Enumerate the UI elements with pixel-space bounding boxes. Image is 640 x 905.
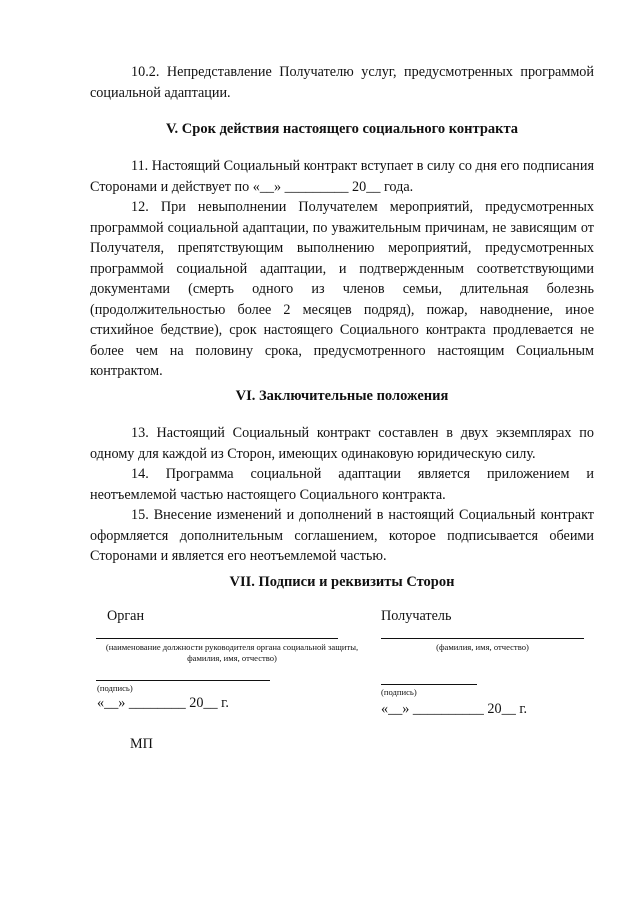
clause-12-text: 12. При невыполнении Получателем мероприятий, предусмотренных программой социальной адаптации, по уважительным причинам, не зависящим от Получателя, препятствующим выполнению мероприятий, предусмотренных программой социальной адаптации, и подтвержденным соответствующими документами (смерть одного из членов семьи, длительная болезнь (продолжительностью более 2 месяцев подряд), пожар, наводнение, иное стихийное бедствие), срок настоящего Социального контракта продлевается не более чем на половину срока, предусмотренного настоящим Социальным контрактом. — [90, 199, 594, 379]
recipient-signature-caption: (подпись) — [381, 687, 417, 697]
recipient-label: Получатель — [381, 608, 452, 624]
section-5-heading: V. Срок действия настоящего социального контракта — [165, 121, 519, 137]
clause-11-text: 11. Настоящий Социальный контракт вступает в силу со дня его подписания Сторонами и действует по «__» _________ 20__ года. — [90, 158, 594, 195]
clause-15-text: 15. Внесение изменений и дополнений в настоящий Социальный контракт оформляется дополнительным соглашением, которое подписывается обеими Сторонами и является его неотъемлемой частью. — [90, 507, 594, 564]
clause-10-2 — [90, 62, 594, 103]
organ-name-caption: (наименование должности руководителя органа социальной защиты, фамилия, имя, отчество) — [105, 642, 359, 663]
organ-signature-caption: (подпись) — [97, 683, 133, 693]
clause-14-text: 14. Программа социальной адаптации является приложением и неотъемлемой частью настоящего Социального контракта. — [90, 466, 594, 503]
organ-label: Орган — [107, 608, 145, 624]
recipient-name-line — [381, 638, 584, 639]
recipient-date: «__» __________ 20__ г. — [381, 701, 528, 717]
stamp-placeholder: МП — [130, 736, 153, 752]
clause-10-2-text: 10.2. Непредставление Получателю услуг, предусмотренных программой социальной адаптации. — [90, 64, 594, 101]
organ-date: «__» ________ 20__ г. — [97, 695, 229, 711]
organ-signature-line — [96, 680, 270, 681]
section-7-heading: VII. Подписи и реквизиты Сторон — [229, 574, 455, 590]
organ-name-line — [96, 638, 338, 639]
recipient-signature-line — [381, 684, 477, 685]
section-6-body — [90, 423, 594, 567]
section-5-body — [90, 156, 594, 382]
recipient-name-caption: (фамилия, имя, отчество) — [436, 642, 529, 652]
section-6-heading: VI. Заключительные положения — [235, 388, 449, 404]
clause-13-text: 13. Настоящий Социальный контракт составлен в двух экземплярах по одному для каждой из Сторон, имеющих одинаковую юридическую силу. — [90, 425, 594, 462]
